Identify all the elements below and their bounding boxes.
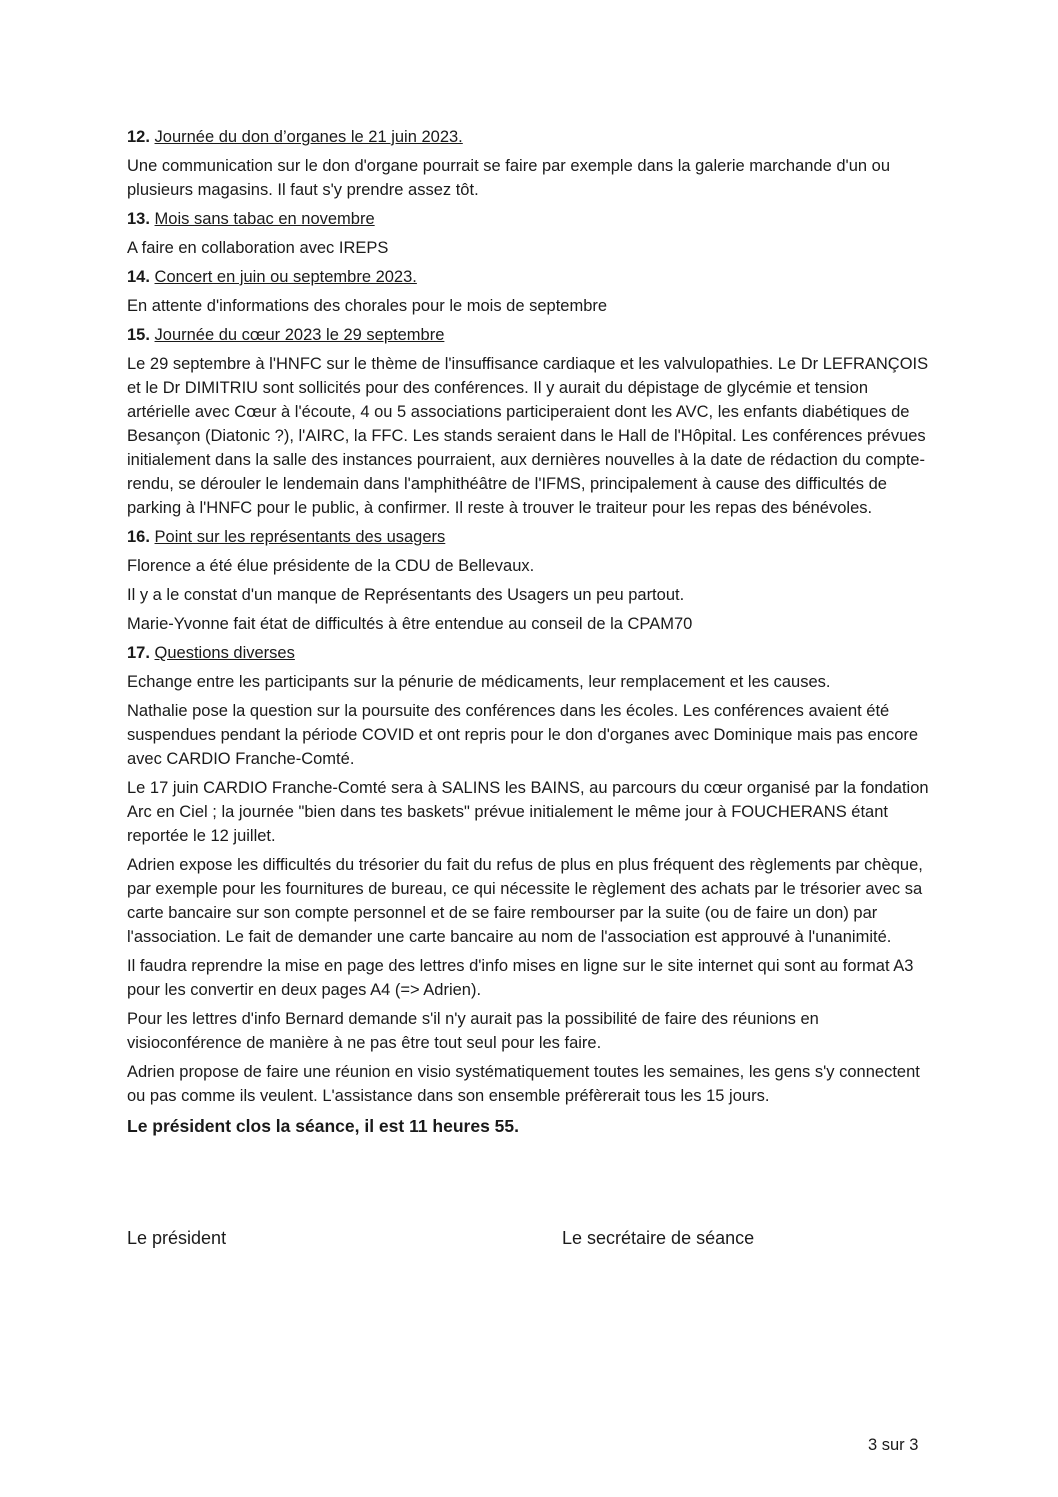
paragraph: Florence a été élue présidente de la CDU de Bellevaux. (127, 557, 535, 575)
section-number: 13. (127, 210, 150, 228)
section-number: 17. (127, 644, 150, 662)
section-title: Concert en juin ou septembre 2023. (154, 268, 417, 286)
paragraph: Echange entre les participants sur la pénurie de médicaments, leur remplacement et les causes. (127, 673, 831, 691)
paragraph: Une communication sur le don d'organe pourrait se faire par exemple dans la galerie marchande d'un ou plusieurs magasins. Il faut s'y prendre assez tôt. (127, 157, 890, 199)
section-heading (127, 125, 935, 149)
section-heading (127, 525, 935, 549)
section-number: 12. (127, 128, 150, 146)
section-number: 16. (127, 528, 150, 546)
paragraph: Marie-Yvonne fait état de difficultés à être entendue au conseil de la CPAM70 (127, 615, 693, 633)
paragraph: Nathalie pose la question sur la poursuite des conférences dans les écoles. Les conférences avaient été suspendues pendant la période COVID et ont repris pour le don d'organes avec Dominique mais pas encore avec CARDIO Franche-Comté. (127, 702, 919, 768)
section-title: Mois sans tabac en novembre (154, 210, 375, 228)
page-number: 3 sur 3 (868, 1436, 919, 1454)
section-number: 15. (127, 326, 150, 344)
paragraph: Il faudra reprendre la mise en page des lettres d'info mises en ligne sur le site internet qui sont au format A3 pour les convertir en deux pages A4 (=> Adrien). (127, 957, 914, 999)
section-number: 14. (127, 268, 150, 286)
signature-president: Le président (127, 1228, 227, 1248)
paragraph: Le 17 juin CARDIO Franche-Comté sera à SALINS les BAINS, au parcours du cœur organisé par la fondation Arc en Ciel ; la journée "bien dans tes baskets" prévue initialement le même jour à FOUCHERANS étant reportée le 12 juillet. (127, 779, 929, 845)
paragraph: Adrien propose de faire une réunion en visio systématiquement toutes les semaines, les gens s'y connectent ou pas comme ils veulent. L'assistance dans son ensemble préfèrerait tous les 15 jours. (127, 1063, 920, 1105)
paragraph: Il y a le constat d'un manque de Représentants des Usagers un peu partout. (127, 586, 685, 604)
paragraph: Pour les lettres d'info Bernard demande s'il n'y aurait pas la possibilité de faire des réunions en visioconférence de manière à ne pas être tout seul pour les faire. (127, 1010, 819, 1052)
paragraph: A faire en collaboration avec IREPS (127, 239, 389, 257)
section-heading (127, 323, 935, 347)
section-heading (127, 265, 935, 289)
section-title: Point sur les représentants des usagers (154, 528, 446, 546)
section-title: Journée du cœur 2023 le 29 septembre (154, 326, 445, 344)
section-heading (127, 641, 935, 665)
section-heading (127, 207, 935, 231)
section-title: Journée du don d’organes le 21 juin 2023. (154, 128, 463, 146)
document-body (127, 125, 935, 1138)
paragraph: Le 29 septembre à l'HNFC sur le thème de l'insuffisance cardiaque et les valvulopathies. Le Dr LEFRANÇOIS et le Dr DIMITRIU sont sollicités pour des conférences. Il y aurait du dépistage de glycémie et tension artérielle avec Cœur à l'écoute, 4 ou 5 associations participeraient dont les AVC, les enfants diabétiques de Besançon (Diatonic ?), l'AIRC, la FFC. Les stands seraient dans le Hall de l'Hôpital. Les conférences prévues initialement dans la salle des instances pourraient, aux dernières nouvelles à la date de rédaction du compte-rendu, se dérouler le lendemain dans l'amphithéâtre de l'IFMS, principalement à cause des difficultés de parking à l'HNFC pour le public, à confirmer. Il reste à trouver le traiteur pour les repas des bénévoles. (127, 355, 929, 517)
closing-statement: Le président clos la séance, il est 11 heures 55. (127, 1116, 520, 1136)
signature-secretary: Le secrétaire de séance (562, 1228, 755, 1248)
paragraph: Adrien expose les difficultés du trésorier du fait du refus de plus en plus fréquent des règlements par chèque, par exemple pour les fournitures de bureau, ce qui nécessite le règlement des achats par le trésorier avec sa carte bancaire sur son compte personnel et de se faire rembourser par la suite (ou de faire un don) par l'association. Le fait de demander une carte bancaire au nom de l'association est approuvé à l'unanimité. (127, 856, 923, 946)
paragraph: En attente d'informations des chorales pour le mois de septembre (127, 297, 608, 315)
section-title: Questions diverses (154, 644, 295, 662)
